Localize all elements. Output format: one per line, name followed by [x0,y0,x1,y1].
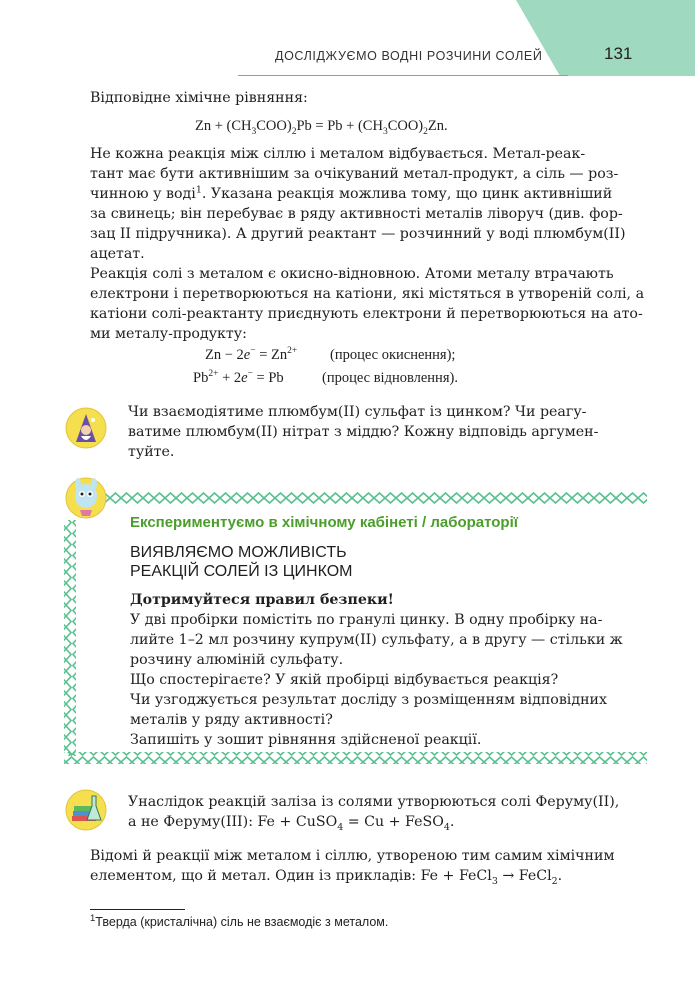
oxidation-note: (процес окиснення); [330,347,456,363]
mascot-experiment-icon [64,476,108,520]
half-reaction-reduction: $Pb^{2+} + 2e^- = Pb$ [193,369,284,386]
footnote-ref[interactable]: 1 [195,184,202,196]
equation-intro: Відповідне хімічне рівняння: [90,90,308,106]
experiment-heading: Експериментуємо в хімічному кабінеті / лабораторії [130,514,518,531]
footnote: $^1$Тверда (кристалічна) сіль не взаємодіє з металом. [90,912,389,929]
running-header-title: ДОСЛІДЖУЄМО ВОДНІ РОЗЧИНИ СОЛЕЙ [275,49,543,63]
page-number: 131 [604,44,633,63]
books-flask-icon [64,788,108,832]
reduction-note: (процес відновлення). [322,370,458,386]
safety-warning: Дотримуйтеся правил безпеки! [130,592,394,608]
experiment-title: ВИЯВЛЯЄМО МОЖЛИВІСТЬ РЕАКЦІЙ СОЛЕЙ ІЗ ЦИНКОМ [130,544,353,580]
equation-zn-lead-acetate: $Zn + (CH_3COO)_2Pb = Pb + (CH_3COO)_2Zn$. [195,118,448,137]
half-reaction-oxidation: $Zn - 2e^- = Zn^{2+}$ [205,346,298,363]
footnote-rule [90,909,185,910]
